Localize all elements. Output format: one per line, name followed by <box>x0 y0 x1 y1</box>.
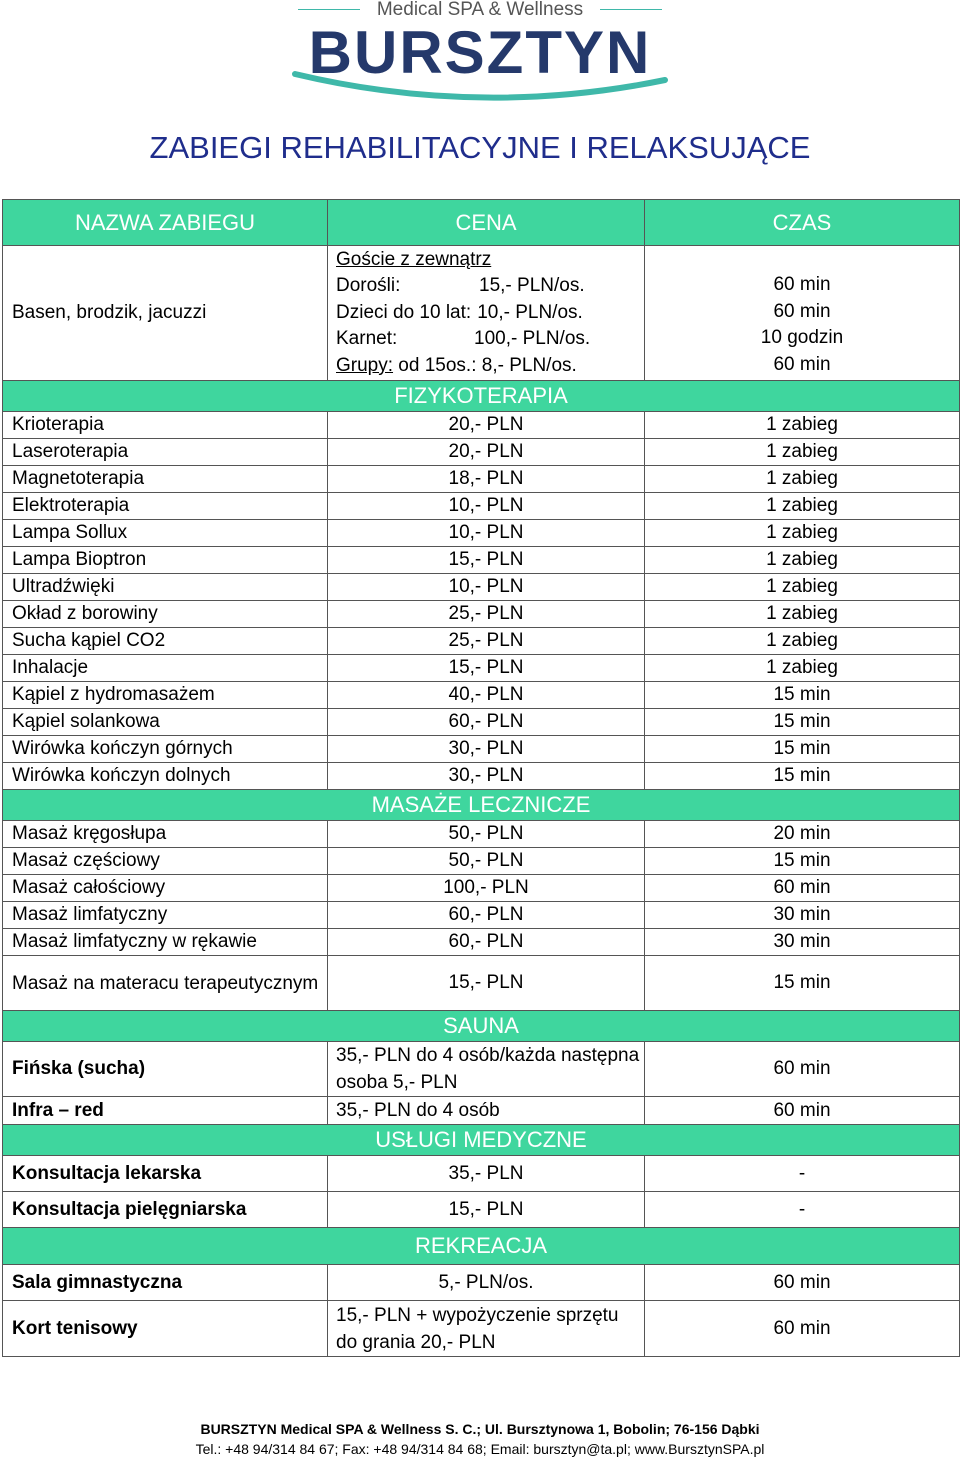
basen-label: Dzieci do 10 lat: <box>336 301 472 323</box>
treatment-price: 15,- PLN <box>328 655 645 682</box>
treatment-time: 1 zabieg <box>645 466 960 493</box>
table-row <box>3 956 960 1011</box>
table-row <box>3 763 960 790</box>
treatment-price: 30,- PLN <box>328 736 645 763</box>
treatment-price: 50,- PLN <box>328 848 645 875</box>
section-title: SAUNA <box>3 1011 960 1042</box>
treatment-time: 15 min <box>645 956 960 1011</box>
basen-label: Dorośli: <box>336 275 401 297</box>
treatment-name: Kąpiel z hydromasażem <box>3 682 328 709</box>
treatment-price: 10,- PLN <box>328 574 645 601</box>
basen-time: 60 min <box>773 300 831 322</box>
treatment-price: 35,- PLN <box>328 1156 645 1192</box>
section-header-sauna <box>3 1011 960 1042</box>
column-header-name: NAZWA ZABIEGU <box>3 200 328 246</box>
treatment-price: 25,- PLN <box>328 628 645 655</box>
treatment-time: 15 min <box>645 736 960 763</box>
footer-contact: Tel.: +48 94/314 84 67; Fax: +48 94/314 84 68; Email: bursztyn@ta.pl; www.BursztynSPA.pl <box>195 1441 765 1457</box>
section-title: USŁUGI MEDYCZNE <box>3 1125 960 1156</box>
logo <box>0 0 960 110</box>
page-title: ZABIEGI REHABILITACYJNE I RELAKSUJĄCE <box>149 130 811 165</box>
table-row <box>3 1156 960 1192</box>
basen-label: Karnet: <box>336 328 398 350</box>
basen-value: 10,- PLN/os. <box>477 301 583 323</box>
section-title: MASAŻE LECZNICZE <box>3 790 960 821</box>
basen-label: Grupy: <box>336 354 394 376</box>
treatment-time: 1 zabieg <box>645 493 960 520</box>
section-header-uslugi <box>3 1125 960 1156</box>
treatment-price: 100,- PLN <box>328 875 645 902</box>
treatment-price: 50,- PLN <box>328 821 645 848</box>
price-table <box>2 199 960 1357</box>
basen-time: 10 godzin <box>760 327 844 348</box>
treatment-price: 15,- PLN <box>328 547 645 574</box>
treatment-price: 40,- PLN <box>328 682 645 709</box>
treatment-time: 15 min <box>645 682 960 709</box>
basen-prices <box>328 246 645 381</box>
table-row <box>3 439 960 466</box>
treatment-name: Okład z borowiny <box>3 601 328 628</box>
table-row <box>3 493 960 520</box>
treatment-time: 1 zabieg <box>645 412 960 439</box>
treatment-time: 1 zabieg <box>645 439 960 466</box>
basen-times <box>645 246 960 381</box>
table-row <box>3 246 960 381</box>
treatment-name: Masaż limfatyczny <box>3 902 328 929</box>
logo-tagline: Medical SPA & Wellness <box>376 0 584 20</box>
treatment-name: Masaż całościowy <box>3 875 328 902</box>
treatment-time: 1 zabieg <box>645 547 960 574</box>
table-row <box>3 875 960 902</box>
treatment-name: Fińska (sucha) <box>3 1042 328 1097</box>
treatment-time: 1 zabieg <box>645 520 960 547</box>
treatment-time: 1 zabieg <box>645 574 960 601</box>
treatment-name: Ultradźwięki <box>3 574 328 601</box>
treatment-price: 20,- PLN <box>328 439 645 466</box>
table-row <box>3 821 960 848</box>
section-title: FIZYKOTERAPIA <box>3 381 960 412</box>
treatment-name: Krioterapia <box>3 412 328 439</box>
masaze-rows <box>3 821 960 956</box>
column-header-time: CZAS <box>645 200 960 246</box>
table-row <box>3 628 960 655</box>
table-row <box>3 736 960 763</box>
treatment-name: Infra – red <box>3 1097 328 1125</box>
basen-value: od 15os.: 8,- PLN/os. <box>393 354 577 376</box>
treatment-name: Masaż częściowy <box>3 848 328 875</box>
treatment-time: 60 min <box>645 1042 960 1097</box>
fizykoterapia-rows <box>3 412 960 790</box>
table-row <box>3 902 960 929</box>
table-row <box>3 1097 960 1125</box>
treatment-price: 30,- PLN <box>328 763 645 790</box>
treatment-time: 15 min <box>645 848 960 875</box>
treatment-price: 5,- PLN/os. <box>328 1265 645 1301</box>
basen-line <box>336 273 644 300</box>
table-row <box>3 412 960 439</box>
treatment-price: 25,- PLN <box>328 601 645 628</box>
basen-line <box>336 300 644 327</box>
treatment-time: - <box>645 1156 960 1192</box>
treatment-time: 1 zabieg <box>645 628 960 655</box>
table-row <box>3 520 960 547</box>
treatment-price: 18,- PLN <box>328 466 645 493</box>
treatment-name: Wirówka kończyn górnych <box>3 736 328 763</box>
table-header-row <box>3 200 960 246</box>
section-title: REKREACJA <box>3 1228 960 1265</box>
basen-heading: Goście z zewnątrz <box>336 248 492 270</box>
table-row <box>3 848 960 875</box>
treatment-price: 60,- PLN <box>328 902 645 929</box>
logo-name: BURSZTYN <box>308 19 652 86</box>
treatment-time: 60 min <box>645 1265 960 1301</box>
basen-time: 60 min <box>773 353 831 375</box>
treatment-name: Lampa Sollux <box>3 520 328 547</box>
treatment-time: 60 min <box>645 875 960 902</box>
footer <box>0 1419 960 1459</box>
treatment-price: 60,- PLN <box>328 709 645 736</box>
treatment-price: 20,- PLN <box>328 412 645 439</box>
treatment-name: Basen, brodzik, jacuzzi <box>3 246 328 381</box>
treatment-time: 30 min <box>645 929 960 956</box>
treatment-name: Kort tenisowy <box>3 1301 328 1357</box>
logo-swoosh-icon <box>290 66 670 104</box>
treatment-price: 15,- PLN <box>328 1192 645 1228</box>
treatment-name: Sucha kąpiel CO2 <box>3 628 328 655</box>
basen-line <box>336 326 644 353</box>
table-row <box>3 547 960 574</box>
table-row <box>3 1192 960 1228</box>
treatment-time: - <box>645 1192 960 1228</box>
table-row <box>3 1265 960 1301</box>
treatment-name: Masaż kręgosłupa <box>3 821 328 848</box>
treatment-name: Kąpiel solankowa <box>3 709 328 736</box>
treatment-time: 1 zabieg <box>645 655 960 682</box>
treatment-name: Inhalacje <box>3 655 328 682</box>
treatment-time: 60 min <box>645 1097 960 1125</box>
treatment-price: 60,- PLN <box>328 929 645 956</box>
table-row <box>3 601 960 628</box>
table-row <box>3 574 960 601</box>
table-row <box>3 655 960 682</box>
treatment-time: 15 min <box>645 763 960 790</box>
treatment-name: Masaż limfatyczny w rękawie <box>3 929 328 956</box>
table-row <box>3 1042 960 1097</box>
treatment-price: 15,- PLN <box>328 956 645 1011</box>
treatment-name: Laseroterapia <box>3 439 328 466</box>
treatment-time: 15 min <box>645 709 960 736</box>
basen-value: 100,- PLN/os. <box>474 328 591 350</box>
treatment-price: 35,- PLN do 4 osób <box>328 1097 645 1125</box>
treatment-time: 30 min <box>645 902 960 929</box>
treatment-name: Sala gimnastyczna <box>3 1265 328 1301</box>
logo-line-right <box>600 9 662 10</box>
treatment-price: 10,- PLN <box>328 520 645 547</box>
table-row <box>3 466 960 493</box>
treatment-name: Konsultacja pielęgniarska <box>3 1192 328 1228</box>
treatment-price: 35,- PLN do 4 osób/każda następna osoba 5,- PLN <box>328 1042 645 1097</box>
treatment-name: Wirówka kończyn dolnych <box>3 763 328 790</box>
table-row <box>3 709 960 736</box>
table-row <box>3 682 960 709</box>
section-header-masaze <box>3 790 960 821</box>
treatment-price: 15,- PLN + wypożyczenie sprzętu do grania 20,- PLN <box>328 1301 645 1357</box>
footer-address: BURSZTYN Medical SPA & Wellness S. C.; Ul. Bursztynowa 1, Bobolin; 76-156 Dąbki <box>200 1421 760 1437</box>
treatment-name: Magnetoterapia <box>3 466 328 493</box>
column-header-price: CENA <box>328 200 645 246</box>
basen-value: 15,- PLN/os. <box>479 275 585 297</box>
basen-time: 60 min <box>773 274 831 295</box>
section-header-fizykoterapia <box>3 381 960 412</box>
section-header-rekreacja <box>3 1228 960 1265</box>
treatment-time: 60 min <box>645 1301 960 1357</box>
treatment-time: 1 zabieg <box>645 601 960 628</box>
table-row <box>3 1301 960 1357</box>
treatment-name: Lampa Bioptron <box>3 547 328 574</box>
treatment-name: Masaż na materacu terapeutycznym <box>3 956 328 1011</box>
treatment-time: 20 min <box>645 821 960 848</box>
table-row <box>3 929 960 956</box>
treatment-name: Elektroterapia <box>3 493 328 520</box>
basen-line <box>336 353 644 380</box>
treatment-price: 10,- PLN <box>328 493 645 520</box>
treatment-name: Konsultacja lekarska <box>3 1156 328 1192</box>
